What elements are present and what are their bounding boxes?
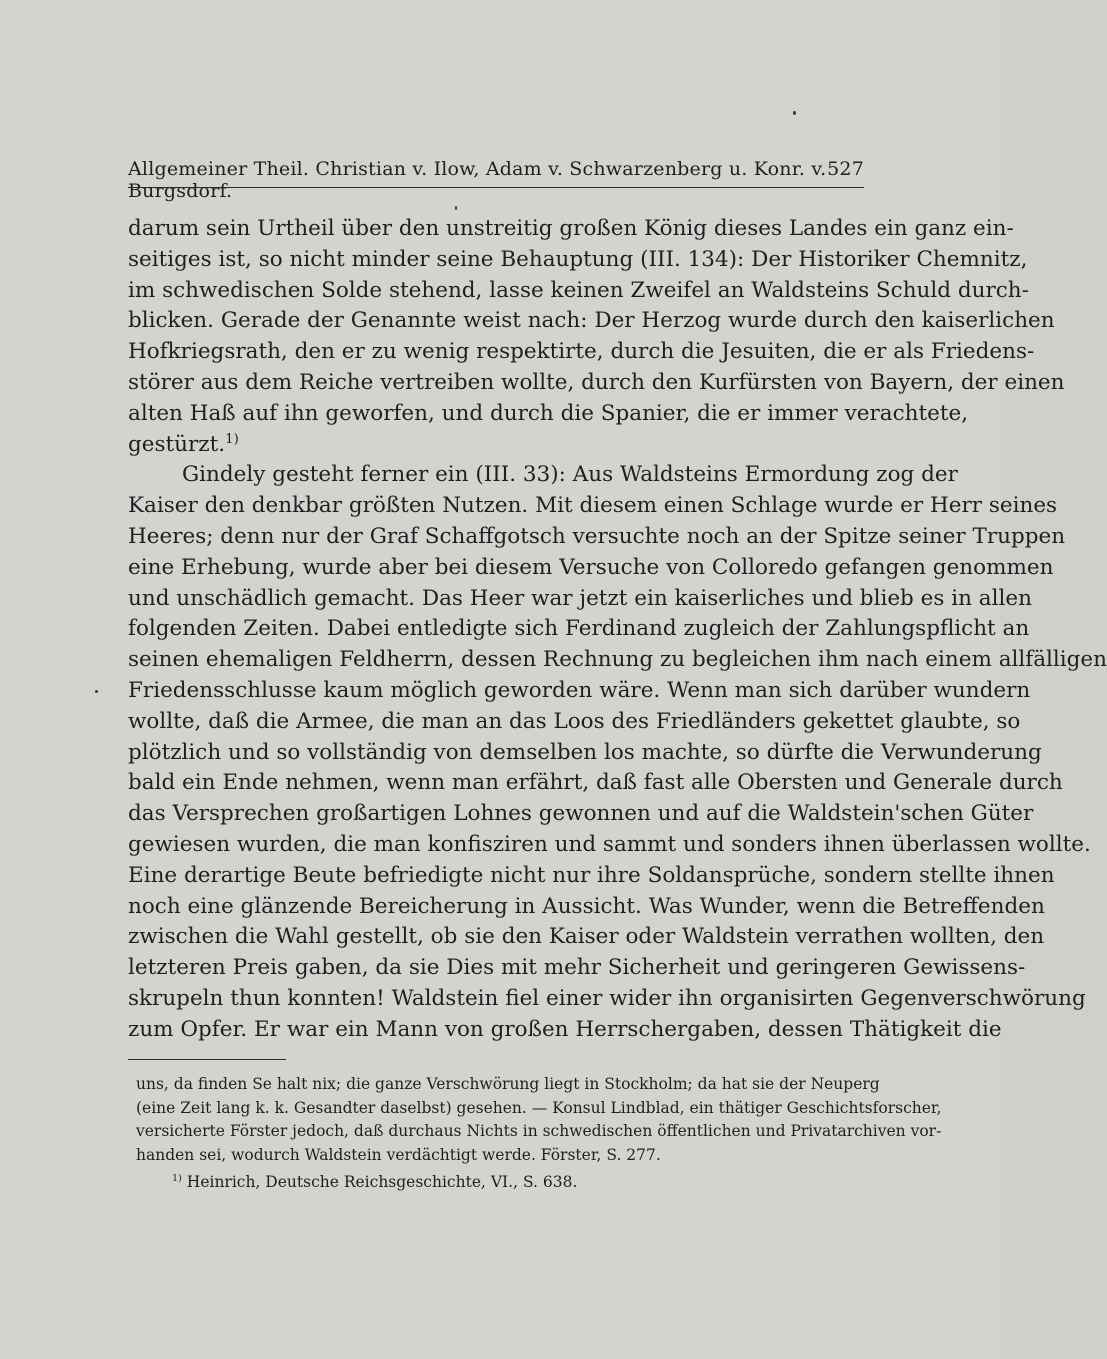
text-line: störer aus dem Reiche vertreiben wollte, durch den Kurfürsten von Bayern, der einen (128, 369, 1065, 395)
body-text (128, 214, 1107, 1046)
text-line: gewiesen wurden, die man konfisziren und sammt und sonders ihnen überlassen wollte. (128, 831, 1091, 857)
footnote-line: (eine Zeit lang k. k. Gesandter daselbst) gesehen. — Konsul Lindblad, ein thätiger Geschichtsforscher, (136, 1098, 942, 1117)
text-line: und unschädlich gemacht. Das Heer war jetzt ein kaiserliches und blieb es in allen (128, 585, 1032, 611)
footnote-marker: 1) (172, 1172, 182, 1184)
text-line: letzteren Preis gaben, da sie Dies mit mehr Sicherheit und geringeren Gewissens- (128, 955, 1026, 981)
scan-speck (95, 690, 98, 693)
text-line: im schwedischen Solde stehend, lasse keinen Zweifel an Waldsteins Schuld durch- (128, 277, 1029, 303)
text-line: plötzlich und so vollständig von demselben los machte, so dürfte die Verwunderung (128, 739, 1042, 765)
scan-speck (455, 206, 457, 210)
footnote-rule (128, 1059, 286, 1060)
text-line: Heeres; denn nur der Graf Schaffgotsch versuchte noch an der Spitze seiner Truppen (128, 523, 1066, 549)
footnote-line: uns, da finden Se halt nix; die ganze Verschwörung liegt in Stockholm; da hat sie der Neuperg (136, 1075, 880, 1093)
text-line: wollte, daß die Armee, die man an das Loos des Friedländers gekettet glaubte, so (128, 708, 1021, 734)
page-number: 527 (827, 158, 864, 180)
text-line: eine Erhebung, wurde aber bei diesem Versuche von Colloredo gefangen genommen (128, 554, 1054, 580)
footnote-heinrich (136, 1171, 864, 1195)
text-line: folgenden Zeiten. Dabei entledigte sich Ferdinand zugleich der Zahlungspflicht an (128, 616, 1030, 642)
text-line: Hofkriegsrath, den er zu wenig respektirte, durch die Jesuiten, die er als Friedens- (128, 339, 1035, 365)
header-rule (128, 187, 864, 188)
footnote-line: versicherte Förster jedoch, daß durchaus Nichts in schwedischen öffentlichen und Privatarchiven vor- (136, 1122, 942, 1140)
paragraph-start-line: Gindely gesteht ferner ein (III. 33): Aus Waldsteins Ermordung zog der (182, 462, 958, 488)
text-line: Eine derartige Beute befriedigte nicht nur ihre Soldansprüche, sondern stellte ihnen (128, 862, 1055, 888)
running-header (128, 158, 864, 202)
text-line: Kaiser den denkbar größten Nutzen. Mit diesem einen Schlage wurde er Herr seines (128, 493, 1058, 519)
text-line: seitiges ist, so nicht minder seine Behauptung (III. 134): Der Historiker Chemnitz, (128, 246, 1028, 272)
footnote-line: handen sei, wodurch Waldstein verdächtigt werde. Förster, S. 277. (136, 1145, 661, 1164)
text-line: alten Haß auf ihn geworfen, und durch die Spanier, die er immer verachtete, (128, 400, 969, 426)
scan-speck (793, 111, 796, 115)
text-line: blicken. Gerade der Genannte weist nach: Der Herzog wurde durch den kaiserlichen (128, 308, 1055, 334)
footnote-text: Heinrich, Deutsche Reichsgeschichte, VI., S. 638. (186, 1173, 578, 1191)
footnotes (136, 1073, 942, 1195)
text-line: zum Opfer. Er war ein Mann von großen Herrschergaben, dessen Thätigkeit die (128, 1016, 1002, 1042)
text-line: zwischen die Wahl gestellt, ob sie den Kaiser oder Waldstein verrathen wollten, den (128, 924, 1045, 950)
text-line: bald ein Ende nehmen, wenn man erfährt, daß fast alle Obersten und Generale durch (128, 770, 1063, 796)
footnote-reference: 1) (225, 431, 239, 447)
text-line: noch eine glänzende Bereicherung in Aussicht. Was Wunder, wenn die Betreffenden (128, 893, 1045, 919)
text-line: darum sein Urtheil über den unstreitig großen König dieses Landes ein ganz ein- (128, 216, 1014, 241)
text-line (128, 430, 864, 461)
text-line: das Versprechen großartigen Lohnes gewonnen und auf die Waldstein'schen Güter (128, 801, 1034, 827)
text-line-words: gestürzt. (128, 431, 226, 457)
text-line: Friedensschlusse kaum möglich geworden wäre. Wenn man sich darüber wundern (128, 677, 1031, 703)
text-line: seinen ehemaligen Feldherrn, dessen Rechnung zu begleichen ihm nach einem allfälligen (128, 647, 1107, 673)
running-title: Allgemeiner Theil. Christian v. Ilow, Adam v. Schwarzenberg u. Konr. v. Burgsdorf. (128, 158, 827, 202)
text-line: skrupeln thun konnten! Waldstein fiel einer wider ihn organisirten Gegenverschwörung (128, 985, 1086, 1011)
